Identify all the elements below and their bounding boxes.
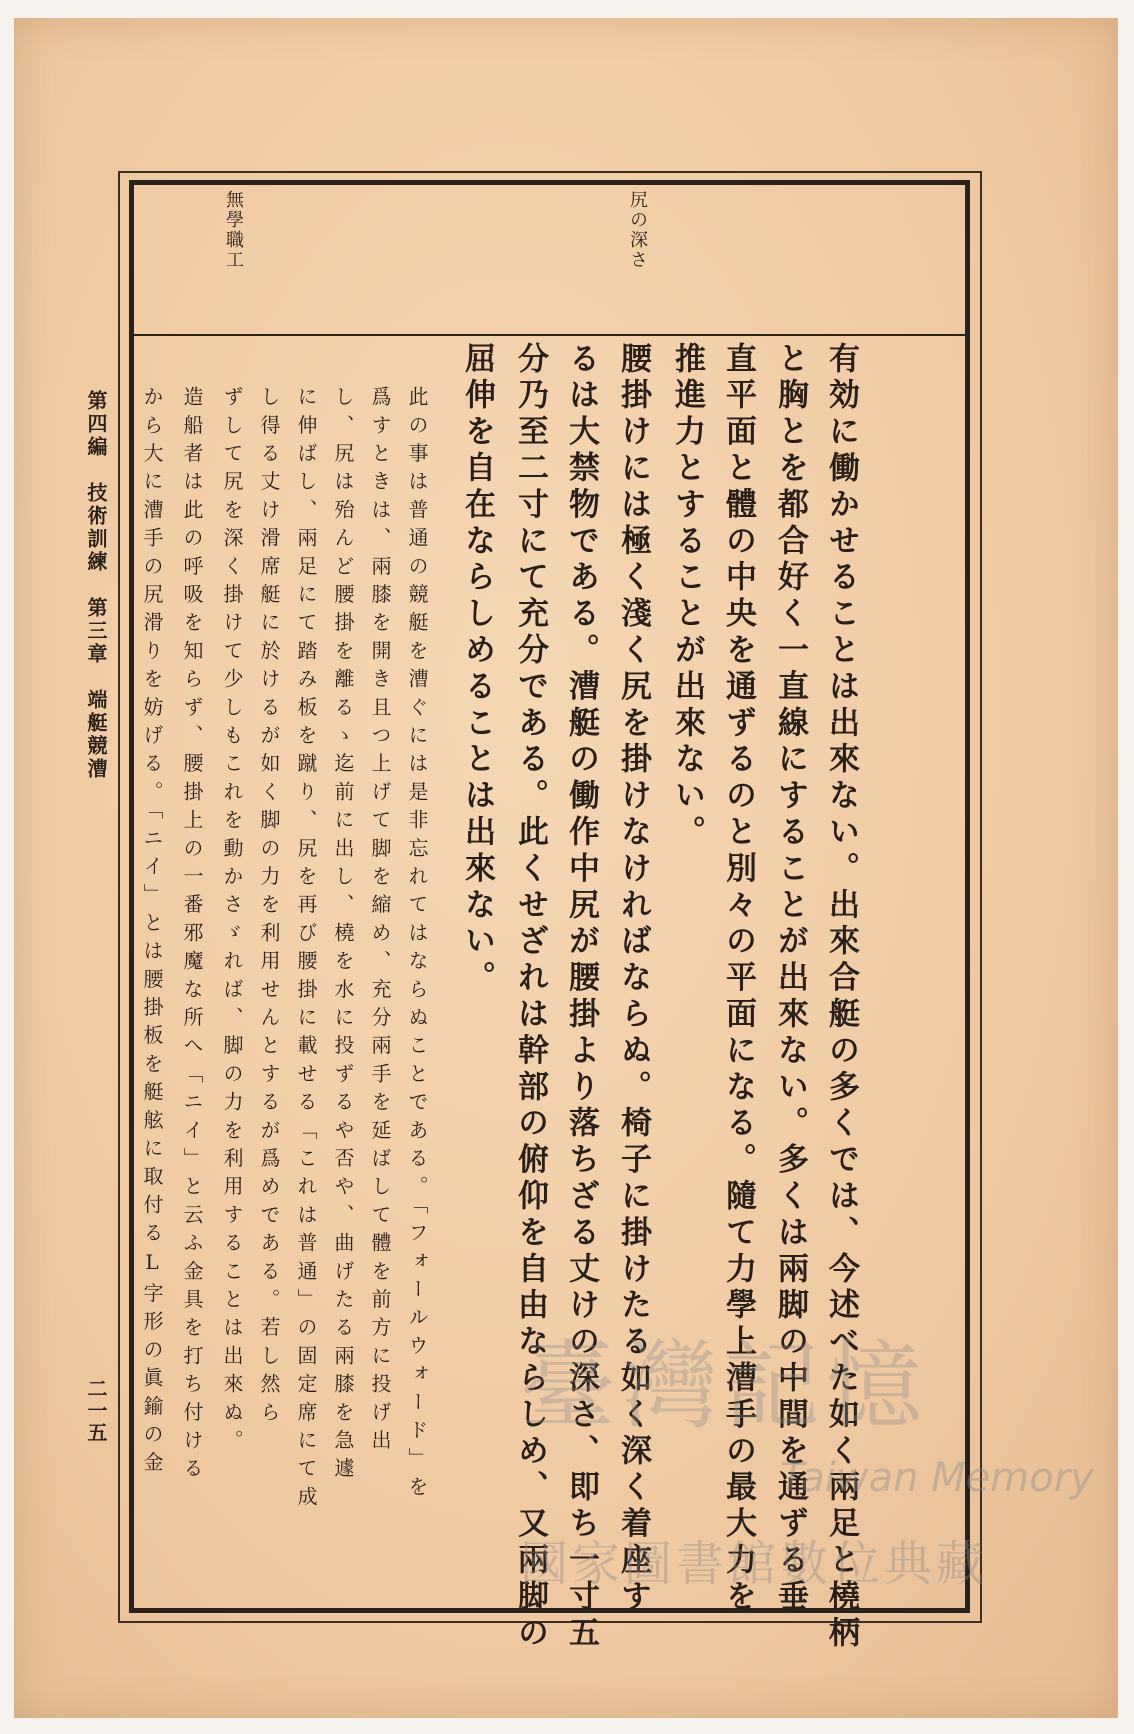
main-text-column: 直平面と體の中央を通ずるのと別々の平面になる。隨て力學上漕手の最大力を <box>720 342 756 1616</box>
main-text-column: 有効に働かせることは出來ない。出來合艇の多くでは、今述べた如く兩足と橈柄 <box>823 342 859 1653</box>
watermark-english: Taiwan Memory <box>780 1455 1094 1501</box>
note-text-column: 造船者は此の呼吸を知らず、腰掛上の一番邪魔な所へ「ニイ」と云ふ金具を打ち付ける <box>180 386 204 1486</box>
note-text-column: し、尻は殆んど腰掛を離るゝ迄前に出し、橈を水に投ずるや否や、曲げたる兩膝を急遽 <box>331 386 355 1486</box>
running-head: 第四編 技術訓練 第三章 端艇競漕 <box>84 390 108 781</box>
note-text-column: し得る丈け滑席艇に於けるが如く脚の力を利用せんとするが爲めである。若し然ら <box>257 386 281 1430</box>
note-text-column: から大に漕手の尻滑りを妨げる。「ニイ」とは腰掛板を艇舷に取付るL字形の眞鍮の金 <box>140 386 164 1480</box>
note-text-column: に伸ばし、兩足にて踏み板を蹴り、尻を再び腰掛に載せる「これは普通」の固定席にて成 <box>294 386 318 1514</box>
page-number: 二一五 <box>84 1378 108 1444</box>
main-text-column: るは大禁物である。漕艇の働作中尻が腰掛より落ちざる丈けの深さ、即ち一寸五 <box>563 342 599 1653</box>
main-text-column: 屈伸を自在ならしめることは出來ない。 <box>459 342 495 998</box>
main-text-column: 分乃至二寸にて充分である。此くせざれは幹部の俯仰を自由ならしめ、又兩脚の <box>512 342 548 1653</box>
note-text-column: 此の事は普通の競艇を漕ぐには是非忘れてはならぬことである。「フォールウォード」を <box>405 386 429 1504</box>
watermark-institution: 國家圖書館數位典藏 <box>520 1536 989 1592</box>
main-text-column: 推進力とすることが出來ない。 <box>669 342 705 852</box>
main-text-column: 腰掛けには極く淺く尻を掛けなければならぬ。椅子に掛けたる如く深く着座す <box>615 342 651 1616</box>
margin-note-right: 尻の深さ <box>627 190 648 270</box>
note-text-column: 爲すときは、兩膝を開き且つ上げて脚を縮め、充分兩手を延ばして體を前方に投げ出 <box>368 386 392 1458</box>
watermark-logo-text: 臺灣記憶 <box>520 1330 928 1442</box>
main-text-column: と胸とを都合好く一直線にすることが出來ない。多くは兩脚の中間を通ずる垂 <box>772 342 808 1617</box>
header-divider <box>134 334 965 336</box>
margin-note-left: 無學職工 <box>223 190 244 270</box>
note-text-column: ずして尻を深く掛けて少しもこれを動かさゞれば、脚の力を利用することは出來ぬ。 <box>220 386 244 1458</box>
